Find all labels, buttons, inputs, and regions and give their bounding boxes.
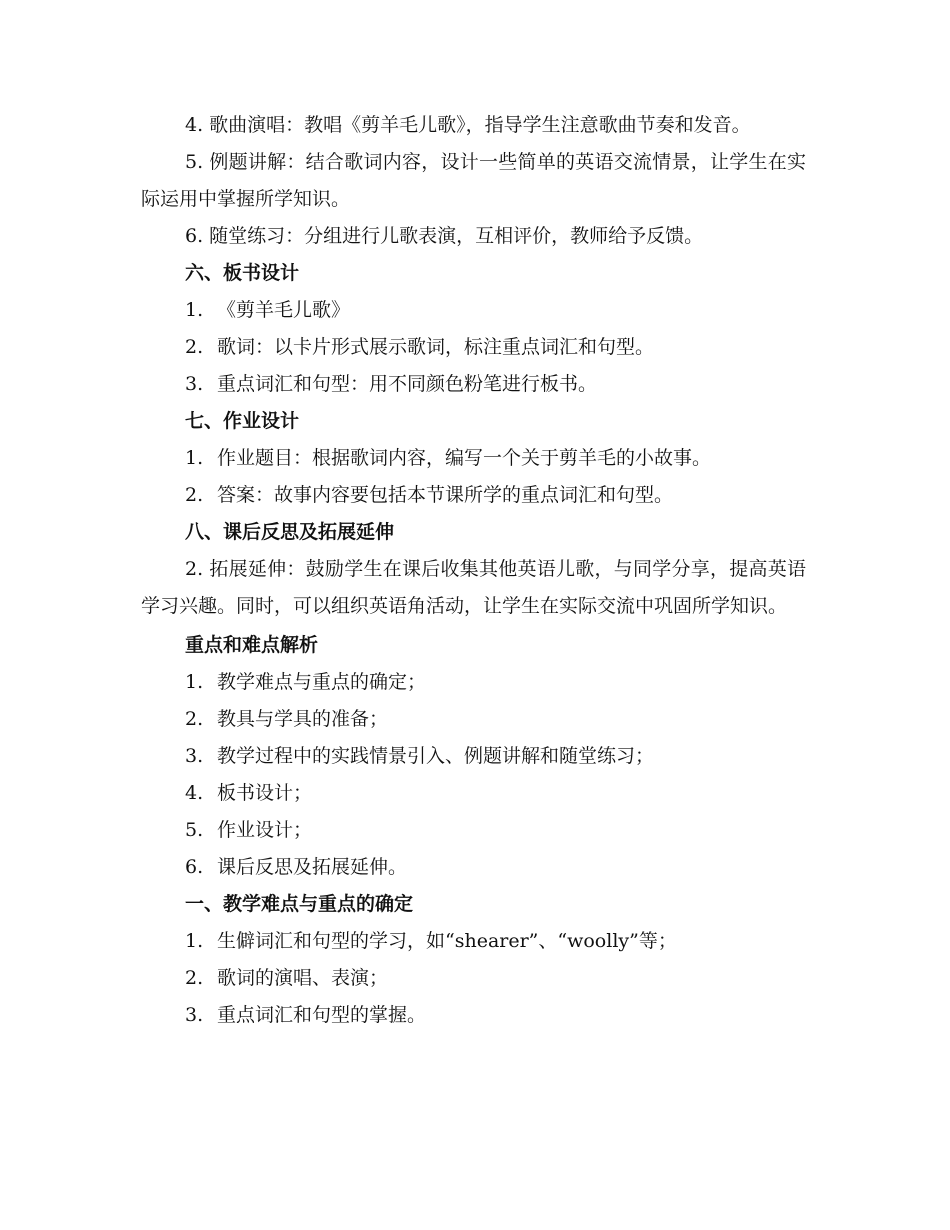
item-text: 重点词汇和句型：用不同颜色粉笔进行板书。 — [217, 373, 598, 395]
item-text: 作业设计； — [217, 819, 313, 841]
list-item — [141, 329, 806, 366]
item-number: 1. — [185, 299, 204, 321]
item-text: 教学过程中的实践情景引入、例题讲解和随堂练习； — [217, 745, 655, 767]
item-text: 歌词：以卡片形式展示歌词，标注重点词汇和句型。 — [217, 336, 655, 358]
item-number: 3. — [185, 373, 204, 395]
section-heading-board-design: 六、板书设计 — [185, 262, 300, 284]
item-text: 作业题目：根据歌词内容，编写一个关于剪羊毛的小故事。 — [217, 447, 712, 469]
difficulties-list — [141, 923, 806, 1034]
key-points-list — [141, 664, 806, 886]
item-number: 3. — [185, 745, 204, 767]
item-text: 答案：故事内容要包括本节课所学的重点词汇和句型。 — [217, 484, 674, 506]
item-number: 1. — [185, 671, 204, 693]
section-heading-difficulties: 一、教学难点与重点的确定 — [185, 893, 414, 915]
step-5-example-explanation: 5. 例题讲解：结合歌词内容，设计一些简单的英语交流情景，让学生在实际运用中掌握所学知识。 — [141, 151, 806, 210]
item-text: 板书设计； — [217, 782, 313, 804]
item-number: 1. — [185, 447, 204, 469]
list-item — [141, 997, 806, 1034]
item-text: 重点词汇和句型的掌握。 — [217, 1004, 427, 1026]
extension-paragraph: 2. 拓展延伸：鼓励学生在课后收集其他英语儿歌，与同学分享，提高英语学习兴趣。同时，可以组织英语角活动，让学生在实际交流中巩固所学知识。 — [141, 558, 806, 617]
list-item — [141, 960, 806, 997]
homework-list — [141, 440, 806, 514]
step-4-song-singing: 4. 歌曲演唱：教唱《剪羊毛儿歌》，指导学生注意歌曲节奏和发音。 — [185, 114, 751, 136]
step-6-class-practice: 6. 随堂练习：分组进行儿歌表演，互相评价，教师给予反馈。 — [185, 225, 704, 247]
item-number: 2. — [185, 708, 204, 730]
list-item — [141, 775, 806, 812]
item-number: 3. — [185, 1004, 204, 1026]
list-item — [141, 738, 806, 775]
item-text: 歌词的演唱、表演； — [217, 967, 389, 989]
section-heading-reflection-extension: 八、课后反思及拓展延伸 — [185, 521, 395, 543]
list-item — [141, 366, 806, 403]
item-number: 6. — [185, 856, 204, 878]
document-body — [141, 107, 806, 1034]
item-text: 生僻词汇和句型的学习，如“shearer”、“woolly”等； — [217, 930, 677, 952]
item-text: 课后反思及拓展延伸。 — [217, 856, 408, 878]
item-number: 5. — [185, 819, 204, 841]
list-item — [141, 923, 806, 960]
list-item — [141, 664, 806, 701]
list-item — [141, 812, 806, 849]
list-item — [141, 849, 806, 886]
item-text: 教学难点与重点的确定； — [217, 671, 427, 693]
section-heading-homework-design: 七、作业设计 — [185, 410, 300, 432]
item-number: 2. — [185, 484, 204, 506]
list-item — [141, 292, 806, 329]
item-number: 2. — [185, 336, 204, 358]
item-number: 2. — [185, 967, 204, 989]
item-number: 1. — [185, 930, 204, 952]
board-design-list — [141, 292, 806, 403]
list-item — [141, 477, 806, 514]
item-number: 4. — [185, 782, 204, 804]
list-item — [141, 701, 806, 738]
item-text: 《剪羊毛儿歌》 — [217, 299, 351, 321]
list-item — [141, 440, 806, 477]
section-heading-key-points: 重点和难点解析 — [185, 634, 319, 656]
item-text: 教具与学具的准备； — [217, 708, 389, 730]
